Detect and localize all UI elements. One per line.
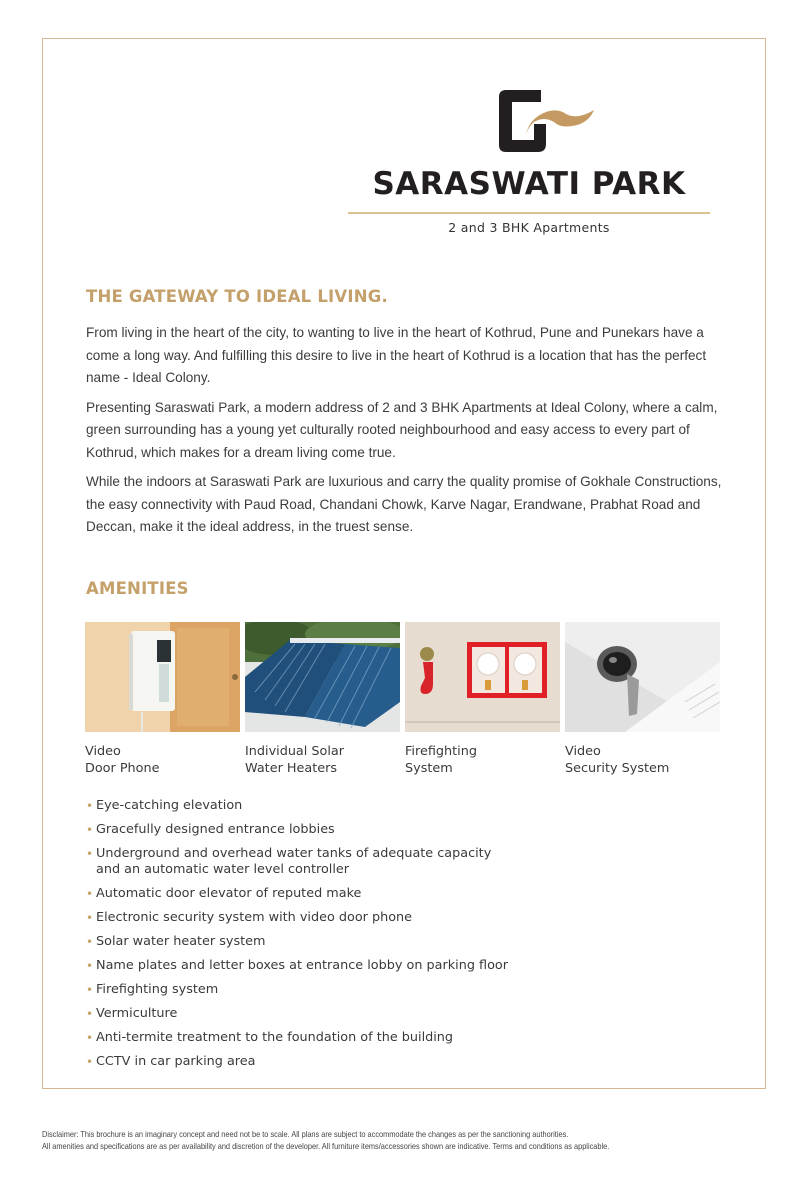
amenity-caption: Firefighting System xyxy=(405,744,477,776)
amenity-card-solar-water-heaters xyxy=(245,622,400,777)
gokhale-g-logo-icon xyxy=(496,88,600,154)
list-item: • Anti-termite treatment to the foundation of the building xyxy=(86,1030,454,1045)
bullet-icon: • xyxy=(86,887,94,901)
bullet-icon: • xyxy=(86,935,94,949)
amenity-caption: Video Security System xyxy=(565,744,670,776)
brand-title: SARASWATI PARK xyxy=(372,166,686,202)
bullet-icon: • xyxy=(86,911,94,925)
disclaimer xyxy=(42,1128,693,1152)
bullet-icon: • xyxy=(86,1055,94,1069)
amenities-list xyxy=(86,798,686,1078)
bullet-icon: • xyxy=(86,959,94,973)
amenity-card-video-security xyxy=(565,622,720,777)
bullet-icon: • xyxy=(86,799,94,813)
brand-subtitle: 2 and 3 BHK Apartments xyxy=(448,220,610,235)
intro-heading: THE GATEWAY TO IDEAL LIVING. xyxy=(86,287,388,306)
list-item: • Electronic security system with video door phone xyxy=(86,910,413,925)
list-item: • Eye-catching elevation xyxy=(86,798,243,813)
list-item: • CCTV in car parking area xyxy=(86,1054,256,1069)
amenity-caption: Individual Solar Water Heaters xyxy=(245,744,345,776)
disclaimer-line: Disclaimer: This brochure is an imaginary concept and need not be to scale. All plans are subject to accommodate the changes as per the sanctioning authorities. xyxy=(42,1129,569,1139)
bullet-icon: • xyxy=(86,983,94,997)
list-item: • Name plates and letter boxes at entrance lobby on parking floor xyxy=(86,958,508,973)
firefighting-system-photo xyxy=(405,622,560,732)
bullet-icon: • xyxy=(86,1031,94,1045)
list-item: • Automatic door elevator of reputed make xyxy=(86,886,362,901)
video-door-phone-photo xyxy=(85,622,240,732)
list-item: • Gracefully designed entrance lobbies xyxy=(86,822,335,837)
list-item: • Firefighting system xyxy=(86,982,219,997)
disclaimer-line: All amenities and specifications are as per availability and discretion of the developer. All furniture items/accessories shown are indicative. Terms and conditions as applicable. xyxy=(42,1141,610,1151)
intro-paragraph: Presenting Saraswati Park, a modern address of 2 and 3 BHK Apartments at Ideal Colony, where a calm, green surrounding has a young yet culturally rooted neighbourhood and easy access to every part of Kothrud, which makes for a dream living come true. xyxy=(86,399,718,460)
amenity-card-video-door-phone xyxy=(85,622,240,777)
intro-paragraph: While the indoors at Saraswati Park are luxurious and carry the quality promise of Gokhale Constructions, the easy connectivity with Paud Road, Chandani Chowk, Karve Nagar, Erandwane, Prabhat Road and Deccan, make it the ideal address, in the truest sense. xyxy=(86,474,722,534)
bullet-icon: • xyxy=(86,847,94,861)
intro-paragraph: From living in the heart of the city, to wanting to live in the heart of Kothrud, Pune and Punekars have a come a long way. And fulfilling this desire to live in the heart of Kothrud is a location that has the perfect name - Ideal Colony. xyxy=(86,325,707,385)
amenity-caption: Video Door Phone xyxy=(85,744,160,776)
brand-divider xyxy=(348,212,710,214)
bullet-icon: • xyxy=(86,1007,94,1021)
amenity-card-firefighting xyxy=(405,622,560,777)
security-camera-photo xyxy=(565,622,720,732)
bullet-icon: • xyxy=(86,823,94,837)
list-item: • Solar water heater system xyxy=(86,934,266,949)
amenities-heading: AMENITIES xyxy=(86,579,189,598)
list-item: • Vermiculture xyxy=(86,1006,178,1021)
list-item: • Underground and overhead water tanks of adequate capacity and an automatic water level controller xyxy=(86,846,492,877)
intro-text xyxy=(86,322,726,546)
solar-water-heater-photo xyxy=(245,622,400,732)
